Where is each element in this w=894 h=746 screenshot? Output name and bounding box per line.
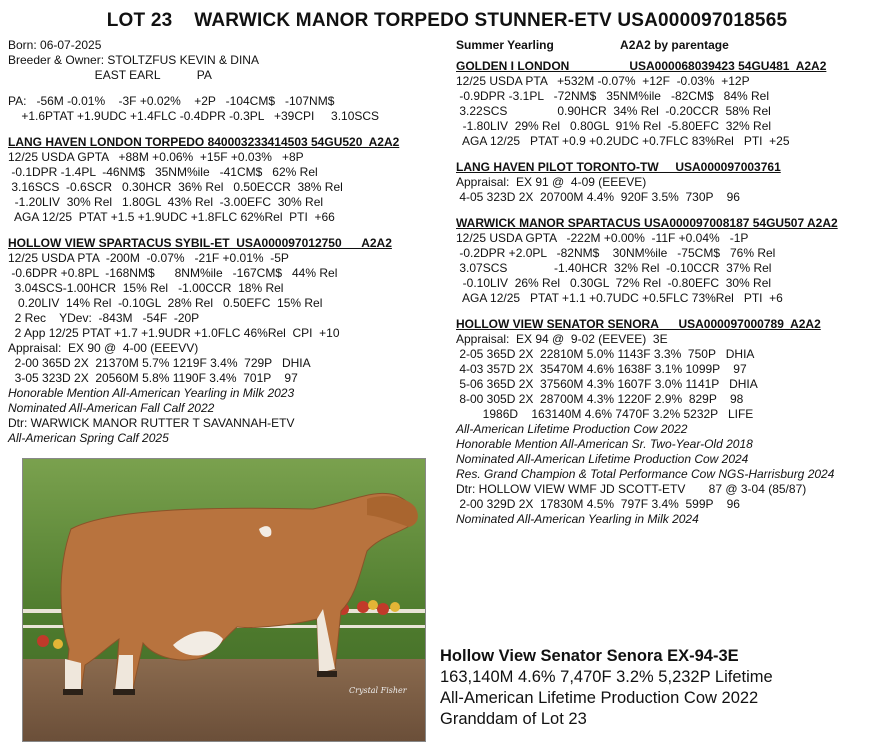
dam-line: 12/25 USDA PTA -200M -0.07% -21F +0.01% -5P [8,251,289,265]
granddam-honor: Nominated All-American Lifetime Production Cow 2024 [456,452,749,466]
sire-of-sire-line: 12/25 USDA PTA +532M -0.07% +12F -0.03% +12P [456,74,750,88]
cow-illustration [23,459,425,741]
granddam-line: 2-05 365D 2X 22810M 5.0% 1143F 3.3% 750P DHIA [456,347,755,361]
sire-of-sire-line: 3.22SCS 0.90HCR 34% Rel -0.20CCR 58% Rel [456,104,771,118]
sire-of-sire-heading: GOLDEN I LONDON USA000068039423 54GU481 A2A2 [456,59,827,73]
lot-title: LOT 23 WARWICK MANOR TORPEDO STUNNER-ETV USA000097018565 [106,10,788,31]
breeder-owner: Breeder & Owner: STOLTZFUS KEVIN & DINA [8,53,259,67]
sire-of-dam-line: -0.10LIV 26% Rel 0.30GL 72% Rel -0.80EFC 30% Rel [456,276,772,290]
dam-of-sire-line: 4-05 323D 2X 20700M 4.4% 920F 3.5% 730P 96 [456,190,740,204]
granddam-honor: Res. Grand Champion & Total Performance Cow NGS-Harrisburg 2024 [456,467,835,481]
granddam-daughter-honor: Nominated All-American Yearling in Milk 2024 [456,512,699,526]
dam-line: 2 Rec YDev: -843M -54F -20P [8,311,200,325]
pa-line-1: PA: -56M -0.01% -3F +0.02% +2P -104CM$ -107NM$ [8,94,335,108]
sire-line: 3.16SCS -0.6SCR 0.30HCR 36% Rel 0.50ECCR 38% Rel [8,180,343,194]
dam-line: Appraisal: EX 90 @ 4-00 (EEEVV) [8,341,199,355]
breeder-location: EAST EARL PA [8,68,212,82]
photographer-signature: Crystal Fisher [349,686,407,695]
dam-line: 3.04SCS-1.00HCR 15% Rel -1.00CCR 18% Rel [8,281,284,295]
sire-of-sire-line: AGA 12/25 PTAT +0.9 +0.2UDC +0.7FLC 83%Rel PTI +25 [456,134,790,148]
granddam-line: Appraisal: EX 94 @ 9-02 (EEVEE) 3E [456,332,668,346]
dam-of-sire-line: Appraisal: EX 91 @ 4-09 (EEEVE) [456,175,647,189]
granddam-daughter-record: 2-00 329D 2X 17830M 4.5% 797F 3.4% 599P 96 [456,497,740,511]
caption-title: Hollow View Senator Senora EX-94-3E [440,647,739,665]
born-date: Born: 06-07-2025 [8,38,102,52]
dam-honor: Nominated All-American Fall Calf 2022 [8,401,215,415]
granddam-daughter: Dtr: HOLLOW VIEW WMF JD SCOTT-ETV 87 @ 3-04 (85/87) [456,482,807,496]
dam-line: -0.6DPR +0.8PL -168NM$ 8NM%ile -167CM$ 44% Rel [8,266,338,280]
caption-line: 163,140M 4.6% 7,470F 3.2% 5,232P Lifetime [440,668,773,686]
sire-line: -0.1DPR -1.4PL -46NM$ 35NM%ile -41CM$ 62% Rel [8,165,318,179]
dam-line: 0.20LIV 14% Rel -0.10GL 28% Rel 0.50EFC 15% Rel [8,296,323,310]
sire-of-sire-line: -1.80LIV 29% Rel 0.80GL 91% Rel -5.80EFC 32% Rel [456,119,772,133]
granddam-line: 1986D 163140M 4.6% 7470F 3.2% 5232P LIFE [456,407,754,421]
dam-daughter: Dtr: WARWICK MANOR RUTTER T SAVANNAH-ETV [8,416,295,430]
pa-line-2: +1.6PTAT +1.9UDC +1.4FLC -0.4DPR -0.3PL +39CPI 3.10SCS [8,109,380,123]
dam-honor: Honorable Mention All-American Yearling in Milk 2023 [8,386,295,400]
dam-line: 2 App 12/25 PTAT +1.7 +1.9UDR +1.0FLC 46%Rel CPI +10 [8,326,340,340]
caption-line: Granddam of Lot 23 [440,710,587,728]
cow-photo [22,458,426,742]
class-line: Summer Yearling A2A2 by parentage [456,38,729,52]
caption-line: All-American Lifetime Production Cow 2022 [440,689,759,707]
granddam-line: 8-00 305D 2X 28700M 4.3% 1220F 2.9% 829P 98 [456,392,744,406]
dam-line: 3-05 323D 2X 20560M 5.8% 1190F 3.4% 701P 97 [8,371,298,385]
granddam-honor: All-American Lifetime Production Cow 2022 [456,422,688,436]
granddam-honor: Honorable Mention All-American Sr. Two-Year-Old 2018 [456,437,753,451]
sire-line: 12/25 USDA GPTA +88M +0.06% +15F +0.03% +8P [8,150,304,164]
dam-of-sire-heading: LANG HAVEN PILOT TORONTO-TW USA000097003761 [456,160,781,174]
right-column [456,38,890,527]
granddam-line: 4-03 357D 2X 35470M 4.6% 1638F 3.1% 1099P 97 [456,362,747,376]
sire-heading: LANG HAVEN LONDON TORPEDO 840003233414503 54GU520 A2A2 [8,135,400,149]
sire-of-dam-line: 3.07SCS -1.40HCR 32% Rel -0.10CCR 37% Rel [456,261,772,275]
granddam-line: 5-06 365D 2X 37560M 4.3% 1607F 3.0% 1141P DHIA [456,377,758,391]
sire-of-dam-heading: WARWICK MANOR SPARTACUS USA000097008187 54GU507 A2A2 [456,216,838,230]
sire-line: -1.20LIV 30% Rel 1.80GL 43% Rel -3.00EFC 30% Rel [8,195,324,209]
granddam-heading: HOLLOW VIEW SENATOR SENORA USA000097000789 A2A2 [456,317,821,331]
dam-line: 2-00 365D 2X 21370M 5.7% 1219F 3.4% 729P DHIA [8,356,311,370]
dam-heading: HOLLOW VIEW SPARTACUS SYBIL-ET USA000097012750 A2A2 [8,236,392,250]
sire-of-dam-line: AGA 12/25 PTAT +1.1 +0.7UDC +0.5FLC 73%Rel PTI +6 [456,291,783,305]
sire-of-dam-line: 12/25 USDA GPTA -222M +0.00% -11F +0.04% -1P [456,231,749,245]
photo-caption [440,646,773,730]
sire-of-sire-line: -0.9DPR -3.1PL -72NM$ 35NM%ile -82CM$ 84% Rel [456,89,770,103]
sire-of-dam-line: -0.2DPR +2.0PL -82NM$ 30NM%ile -75CM$ 76% Rel [456,246,776,260]
dam-daughter-honor: All-American Spring Calf 2025 [8,431,169,445]
left-column [8,38,448,446]
sire-line: AGA 12/25 PTAT +1.5 +1.9UDC +1.8FLC 62%Rel PTI +66 [8,210,335,224]
